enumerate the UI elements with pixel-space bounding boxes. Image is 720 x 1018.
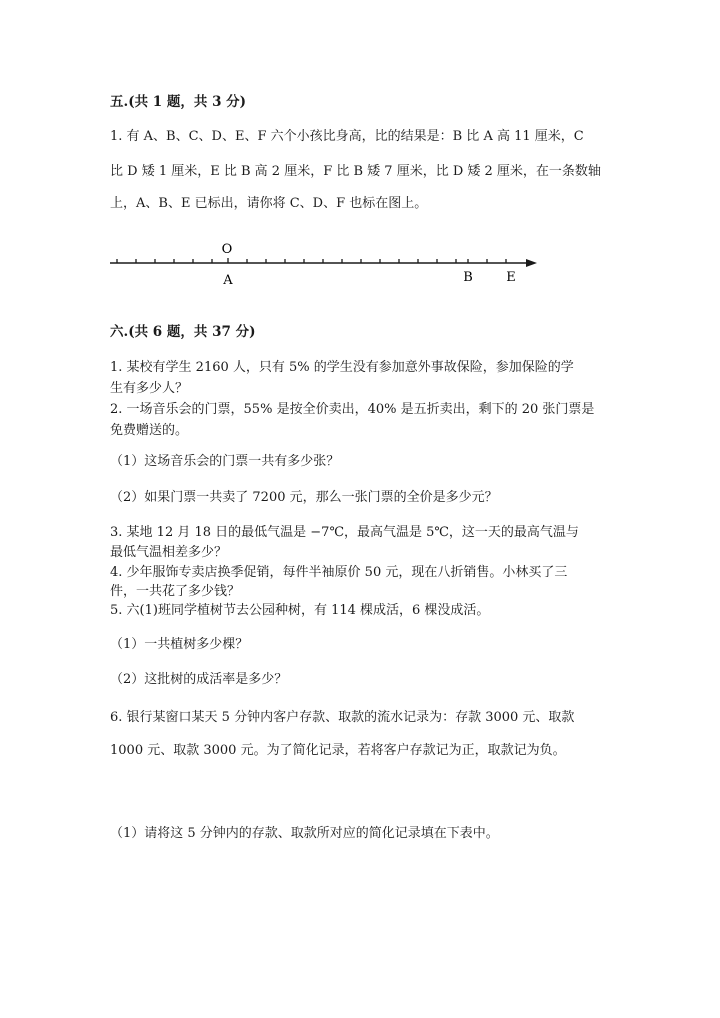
- number-line: [105, 235, 545, 290]
- s6-q6-sub-1: （1）请将这 5 分钟内的存款、取款所对应的简化记录填在下表中。: [110, 826, 499, 841]
- label-origin: O: [221, 242, 233, 257]
- q1-line-3: 上，A、B、E 已标出，请你将 C、D、F 也标在图上。: [110, 196, 428, 211]
- s6-q2-line-1: 2. 一场音乐会的门票，55% 是按全价卖出，40% 是五折卖出，剩下的 20 张门票是: [110, 402, 595, 417]
- q1-line-2: 比 D 矮 1 厘米，E 比 B 高 2 厘米，F 比 B 矮 7 厘米，比 D 矮 2 厘米，在一条数轴: [110, 164, 601, 179]
- s6-q1-line-1: 1. 某校有学生 2160 人，只有 5% 的学生没有参加意外事故保险，参加保险的学: [110, 360, 574, 375]
- s6-q1-line-2: 生有多少人？: [110, 381, 189, 396]
- s6-q4-line-1: 4. 少年服饰专卖店换季促销，每件半袖原价 50 元，现在八折销售。小林买了三: [110, 565, 568, 580]
- s6-q2-sub-2: （2）如果门票一共卖了 7200 元，那么一张门票的全价是多少元？: [110, 490, 498, 505]
- label-b: B: [463, 270, 473, 285]
- s6-q6-line-2: 1000 元、取款 3000 元。为了简化记录，若将客户存款记为正，取款记为负。: [110, 743, 566, 758]
- s6-q3-line-1: 3. 某地 12 月 18 日的最低气温是 −7℃，最高气温是 5℃，这一天的最高气温与: [110, 525, 579, 540]
- s6-q5-sub-2: （2）这批树的成活率是多少？: [110, 672, 288, 687]
- q1-line-1: 1. 有 A、B、C、D、E、F 六个小孩比身高，比的结果是：B 比 A 高 11 厘米，C: [110, 129, 584, 144]
- s6-q5-sub-1: （1）一共植树多少棵？: [110, 637, 249, 652]
- s6-q4-line-2: 件，一共花了多少钱？: [110, 584, 241, 599]
- s6-q2-sub-1: （1）这场音乐会的门票一共有多少张？: [110, 454, 340, 469]
- label-e: E: [506, 270, 516, 285]
- s6-q5: 5. 六(1)班同学植树节去公园种树，有 114 棵成活，6 棵没成活。: [110, 603, 490, 618]
- s6-q6-line-1: 6. 银行某窗口某天 5 分钟内客户存款、取款的流水记录为：存款 3000 元、取款: [110, 710, 575, 725]
- label-a: A: [223, 273, 233, 288]
- number-line-arrow: [526, 259, 537, 267]
- section-6-heading: 六.(共 6 题，共 37 分): [110, 324, 256, 340]
- s6-q3-line-2: 最低气温相差多少？: [110, 545, 228, 560]
- section-5-heading: 五.(共 1 题，共 3 分): [110, 94, 247, 110]
- s6-q2-line-2: 免费赠送的。: [110, 423, 189, 438]
